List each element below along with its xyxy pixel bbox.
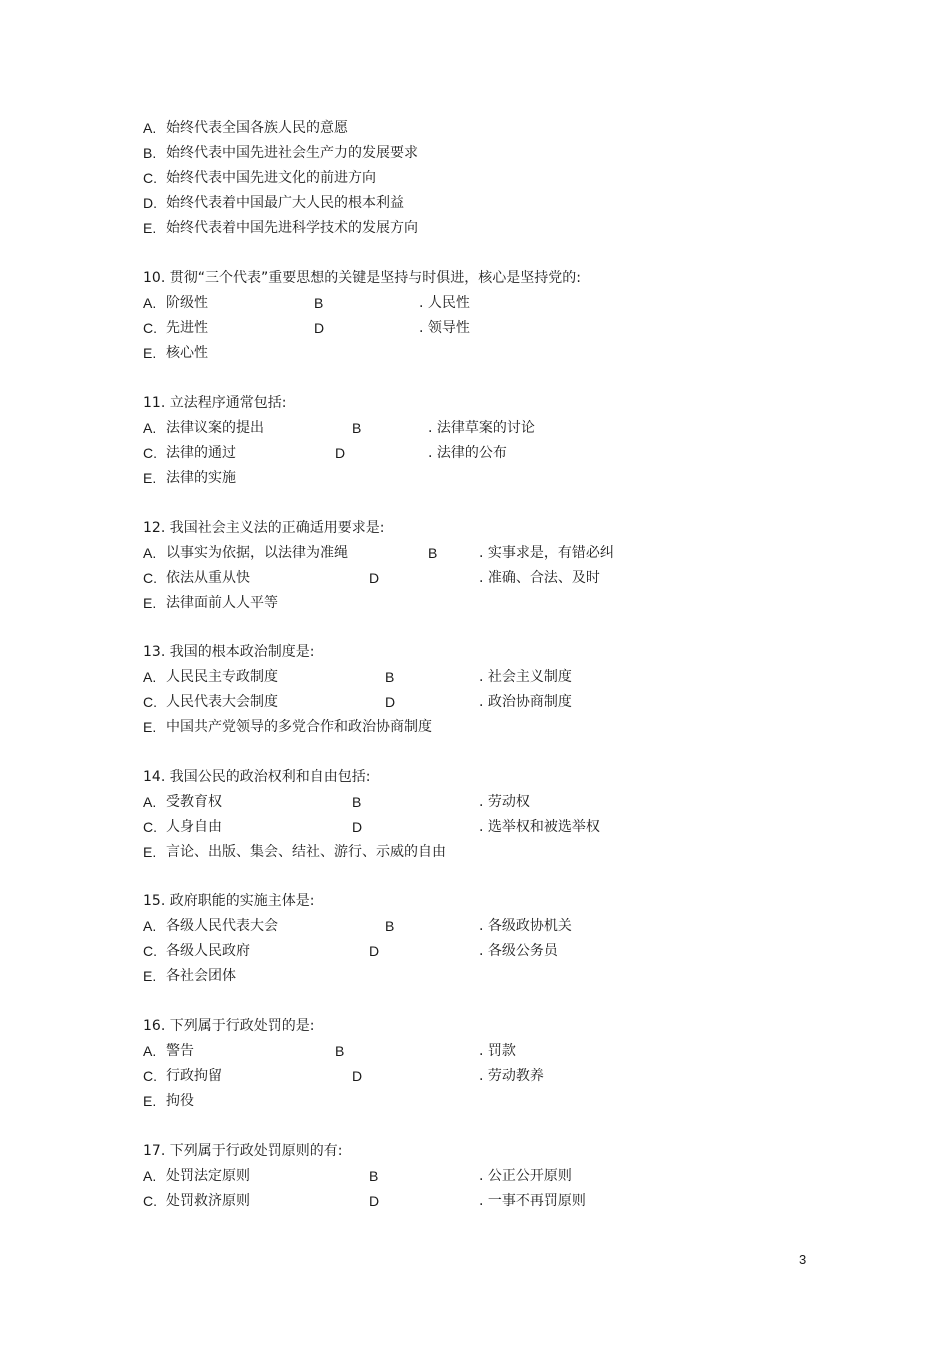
question-stem: 14. 我国公民的政治权利和自由包括: (143, 769, 371, 785)
option-text: . 法律草案的讨论 (428, 420, 535, 436)
option-label: C. (143, 170, 157, 186)
option-text: . 劳动权 (479, 794, 530, 810)
option-label: D (352, 819, 363, 835)
question-stem: 17. 下列属于行政处罚原则的有: (143, 1143, 343, 1159)
option-text: 各社会团体 (166, 968, 236, 984)
option-label: A. (143, 420, 157, 436)
option-text: 法律的实施 (166, 470, 236, 486)
option-text: 法律议案的提出 (166, 420, 264, 436)
option-text: 先进性 (166, 320, 208, 336)
option-text: 始终代表着中国先进科学技术的发展方向 (166, 220, 418, 236)
option-label: D (352, 1068, 363, 1084)
option-text: 受教育权 (166, 794, 222, 810)
option-label: A. (143, 1043, 157, 1059)
option-text: 法律面前人人平等 (166, 595, 278, 611)
question-stem: 10. 贯彻“三个代表”重要思想的关键是坚持与时俱进，核心是坚持党的: (143, 270, 581, 286)
option-label: C. (143, 445, 157, 461)
option-label: D (335, 445, 346, 461)
option-text: . 人民性 (419, 295, 470, 311)
option-label: E. (143, 470, 157, 486)
option-text: . 劳动教养 (479, 1068, 544, 1084)
option-text: 始终代表着中国最广大人民的根本利益 (166, 195, 404, 211)
option-label: E. (143, 345, 157, 361)
option-text: 处罚救济原则 (166, 1193, 250, 1209)
page-number: 3 (799, 1252, 807, 1267)
option-label: D (314, 320, 325, 336)
option-label: B (335, 1043, 345, 1059)
option-text: 拘役 (166, 1093, 194, 1109)
option-label: A. (143, 295, 157, 311)
option-text: 人民代表大会制度 (166, 694, 278, 710)
option-label: D (369, 570, 380, 586)
option-text: 以事实为依据，以法律为准绳 (166, 545, 348, 561)
option-label: C. (143, 943, 157, 959)
option-text: . 罚款 (479, 1043, 516, 1059)
option-text: 各级人民政府 (166, 943, 250, 959)
option-label: D (369, 943, 380, 959)
option-text: . 社会主义制度 (479, 669, 572, 685)
option-text: 处罚法定原则 (166, 1168, 250, 1184)
option-text: 依法从重从快 (166, 570, 250, 586)
option-text: 人身自由 (166, 819, 222, 835)
option-label: B (385, 669, 395, 685)
option-label: A. (143, 918, 157, 934)
option-label: A. (143, 669, 157, 685)
option-label: A. (143, 545, 157, 561)
option-label: E. (143, 844, 157, 860)
option-text: 始终代表全国各族人民的意愿 (166, 120, 348, 136)
option-text: 行政拘留 (166, 1068, 222, 1084)
option-text: . 政治协商制度 (479, 694, 572, 710)
option-label: B (314, 295, 324, 311)
option-text: 人民民主专政制度 (166, 669, 278, 685)
option-text: . 领导性 (419, 320, 470, 336)
option-label: A. (143, 1168, 157, 1184)
option-label: B (352, 420, 362, 436)
option-label: C. (143, 694, 157, 710)
option-text: 中国共产党领导的多党合作和政治协商制度 (166, 719, 432, 735)
option-text: 始终代表中国先进社会生产力的发展要求 (166, 145, 418, 161)
option-label: C. (143, 1193, 157, 1209)
option-text: 各级人民代表大会 (166, 918, 278, 934)
question-stem: 16. 下列属于行政处罚的是: (143, 1018, 315, 1034)
option-text: . 实事求是，有错必纠 (479, 545, 614, 561)
option-text: . 法律的公布 (428, 445, 507, 461)
option-text: 警告 (166, 1043, 194, 1059)
option-label: E. (143, 595, 157, 611)
option-text: . 公正公开原则 (479, 1168, 572, 1184)
option-label: B (352, 794, 362, 810)
option-label: C. (143, 570, 157, 586)
option-label: A. (143, 120, 157, 136)
option-text: 言论、出版、集会、结社、游行、示威的自由 (166, 844, 446, 860)
option-label: B (385, 918, 395, 934)
option-label: D (369, 1193, 380, 1209)
option-text: . 一事不再罚原则 (479, 1193, 586, 1209)
option-label: B (369, 1168, 379, 1184)
option-label: E. (143, 968, 157, 984)
option-label: C. (143, 1068, 157, 1084)
option-label: B (428, 545, 438, 561)
option-text: . 各级公务员 (479, 943, 558, 959)
option-text: 法律的通过 (166, 445, 236, 461)
option-label: C. (143, 320, 157, 336)
option-label: E. (143, 1093, 157, 1109)
option-label: D (385, 694, 396, 710)
option-text: . 选举权和被选举权 (479, 819, 600, 835)
option-text: 始终代表中国先进文化的前进方向 (166, 170, 376, 186)
option-label: A. (143, 794, 157, 810)
option-label: B. (143, 145, 157, 161)
question-stem: 13. 我国的根本政治制度是: (143, 644, 315, 660)
question-stem: 11. 立法程序通常包括: (143, 395, 287, 411)
question-stem: 15. 政府职能的实施主体是: (143, 893, 315, 909)
question-stem: 12. 我国社会主义法的正确适用要求是: (143, 520, 385, 536)
option-label: C. (143, 819, 157, 835)
option-label: D. (143, 195, 157, 211)
option-label: E. (143, 719, 157, 735)
option-text: 核心性 (166, 345, 208, 361)
option-text: 阶级性 (166, 295, 208, 311)
option-label: E. (143, 220, 157, 236)
option-text: . 各级政协机关 (479, 918, 572, 934)
option-text: . 准确、合法、及时 (479, 570, 600, 586)
